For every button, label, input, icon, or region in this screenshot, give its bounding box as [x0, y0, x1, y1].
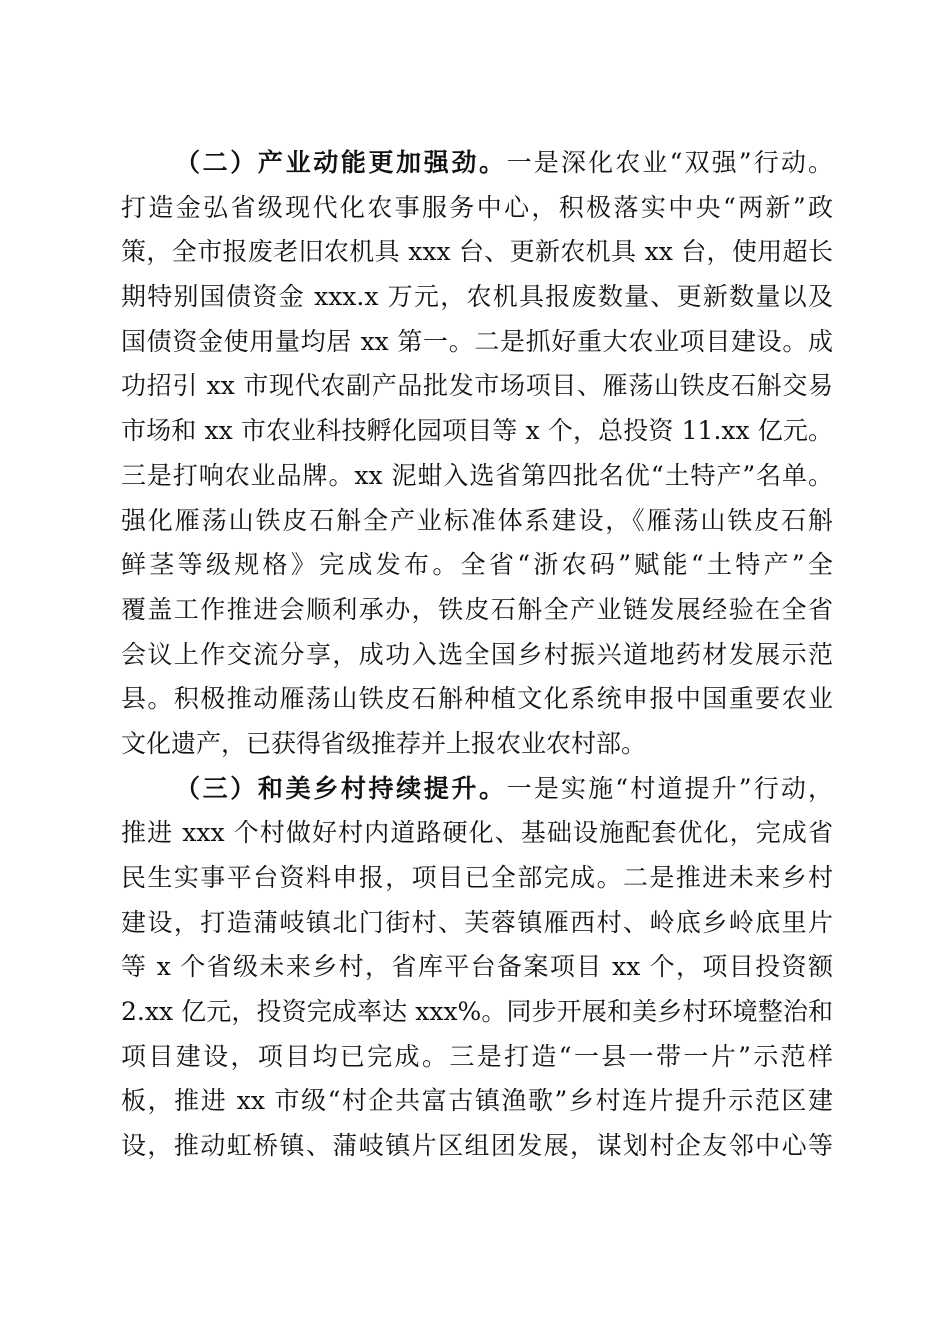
section2-heading: （二）产业动能更加强劲。: [175, 148, 507, 177]
section3-heading: （三）和美乡村持续提升。: [175, 773, 507, 803]
section3-line: 项目建设，项目均已完成。三是打造“一县一带一片”示范样: [121, 1041, 833, 1071]
section2-line: 国债资金使用量均居 xx 第一。二是抓好重大农业项目建设。成: [121, 326, 833, 356]
section2-line: 功招引 xx 市现代农副产品批发市场项目、雁荡山铁皮石斛交易: [121, 371, 833, 401]
section2-line: 市场和 xx 市农业科技孵化园项目等 x 个，总投资 11.xx 亿元。: [121, 416, 833, 446]
section2-line: 强化雁荡山铁皮石斛全产业标准体系建设，《雁荡山铁皮石斛: [121, 505, 833, 535]
section2-line: 覆盖工作推进会顺利承办，铁皮石斛全产业链发展经验在全省: [121, 594, 833, 624]
section2-line: 打造金弘省级现代化农事服务中心，积极落实中央“两新”政: [121, 192, 833, 222]
section2-line: 鲜茎等级规格》完成发布。全省“浙农码”赋能“土特产”全: [121, 550, 833, 580]
section3-line: 民生实事平台资料申报，项目已全部完成。二是推进未来乡村: [121, 863, 833, 892]
document-body: [121, 141, 833, 1169]
section2-line: 期特别国债资金 xxx.x 万元，农机具报废数量、更新数量以及: [121, 282, 833, 312]
section2-line: 县。积极推动雁荡山铁皮石斛种植文化系统申报中国重要农业: [121, 684, 833, 714]
section2-text: 一是深化农业“双强”行动。: [506, 148, 833, 177]
section3-line: 设，推动虹桥镇、蒲岐镇片区组团发展，谋划村企友邻中心等: [121, 1131, 833, 1161]
section3-line: 板，推进 xx 市级“村企共富古镇渔歌”乡村连片提升示范区建: [121, 1086, 833, 1116]
section3-line: 2.xx 亿元，投资完成率达 xxx%。同步开展和美乡村环境整治和: [121, 997, 833, 1027]
paragraph-section2-line-1: [121, 141, 833, 186]
section2-line: 策，全市报废老旧农机具 xxx 台、更新农机具 xx 台，使用超长: [121, 237, 833, 267]
section2-line: 会议上作交流分享，成功入选全国乡村振兴道地药材发展示范: [121, 639, 833, 669]
paragraph-section3-line-1: [121, 767, 833, 812]
section2-line: 三是打响农业品牌。xx 泥蚶入选省第四批名优“土特产”名单。: [121, 460, 833, 490]
section3-text: 一是实施“村道提升”行动，: [506, 773, 833, 803]
section3-line: 等 x 个省级未来乡村，省库平台备案项目 xx 个，项目投资额: [121, 952, 833, 982]
section2-line: 文化遗产，已获得省级推荐并上报农业农村部。: [121, 728, 647, 758]
section3-line: 建设，打造蒲岐镇北门街村、芙蓉镇雁西村、岭底乡岭底里片: [121, 907, 833, 937]
section3-line: 推进 xxx 个村做好村内道路硬化、基础设施配套优化，完成省: [121, 818, 833, 848]
